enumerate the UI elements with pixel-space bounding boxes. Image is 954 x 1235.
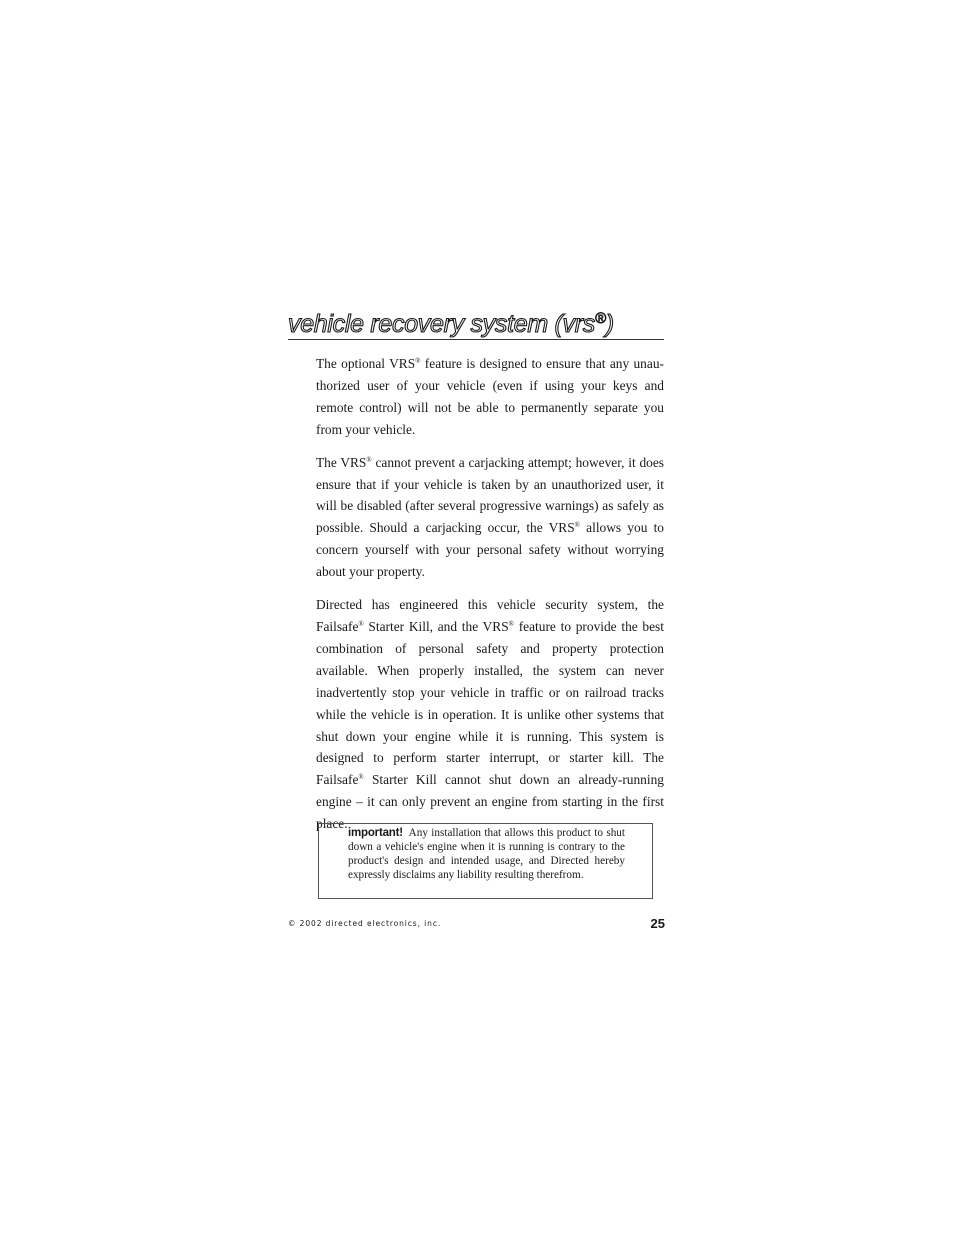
copyright-footer: © 2002 directed electronics, inc. — [288, 919, 442, 928]
important-notice-box — [318, 823, 653, 899]
registered-mark: ® — [366, 455, 372, 464]
section-heading-text: vehicle recovery system (vrs — [288, 310, 595, 338]
important-label: important! — [348, 827, 403, 839]
registered-mark: ® — [358, 619, 364, 628]
important-notice-body: Any installation that allows this product to shut down a vehicle's engine when it is running is contrary to the product's design and intended usage, and Directed hereby expressly disclaims any liability resulting therefrom. — [348, 827, 625, 881]
important-notice-text — [348, 826, 625, 882]
registered-mark: ® — [358, 773, 364, 782]
body-text — [316, 353, 664, 846]
paragraph-1-text-a: The optional VRS — [316, 356, 416, 371]
paragraph-3-text-d: Starter Kill cannot shut down an already-running engine – it can only prevent an engine from starting in the first place. — [316, 772, 664, 832]
paragraph-2-text-b: cannot prevent a carjacking attempt; however, it does ensure that if your vehicle is taken by an unauthorized user, it will be disabled (after several progressive warnings) as safely as possible. Should a carjacking occur, the VRS — [316, 454, 664, 536]
registered-mark: ® — [508, 619, 514, 628]
registered-mark: ® — [574, 521, 580, 530]
paragraph-2-text-a: The VRS — [316, 454, 367, 470]
section-heading — [288, 309, 664, 340]
paragraph-1-text-b: feature is designed to ensure that any unauthorized user of your vehicle (even if using your keys and remote control) will not be able to permanently separate you from your vehicle. — [316, 356, 664, 437]
paragraph-2 — [316, 452, 664, 583]
paragraph-3-text-b: Starter Kill, and the VRS — [363, 618, 509, 634]
paragraph-1 — [316, 353, 664, 441]
paragraph-3 — [316, 594, 664, 835]
section-heading-close: ) — [605, 310, 614, 338]
paragraph-3-text-a: Directed has engineered this vehicle security system, the Failsafe — [316, 597, 664, 634]
registered-mark: ® — [415, 357, 421, 365]
registered-mark: ® — [594, 310, 606, 327]
page-number: 25 — [650, 916, 665, 931]
paragraph-3-text-c: feature to provide the best combination of personal safety and property protection available. When properly installed, the system can never inadvertently stop your vehicle in traffic or on railroad tracks while the vehicle is in operation. It is unlike other systems that shut down your engine while it is running. This system is designed to perform starter interrupt, or starter kill. The Failsafe — [316, 618, 664, 788]
paragraph-2-text-c: allows you to concern yourself with your personal safety without worrying about your property. — [316, 520, 664, 580]
